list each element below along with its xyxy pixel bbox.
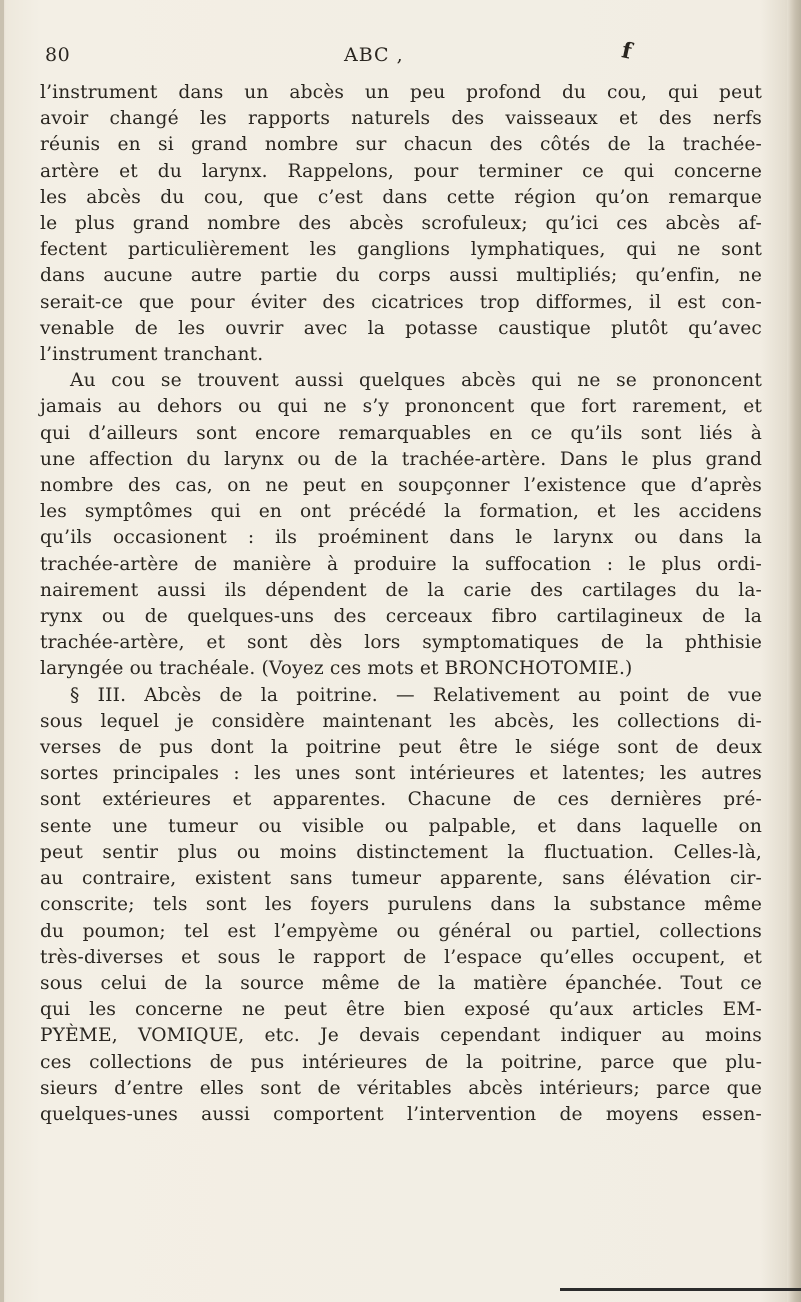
page-left-edge [0, 0, 4, 1302]
text-line: réunis en si grand nombre sur chacun des côtés de la trachée- [40, 134, 762, 156]
text-line: § III. Abcès de la poitrine. — Relativement au point de vue [70, 684, 762, 706]
text-line: les symptômes qui en ont précédé la formation, et les accidens [40, 501, 762, 523]
text-line: sous lequel je considère maintenant les abcès, les collections di- [40, 710, 762, 732]
bottom-edge-line [560, 1288, 801, 1291]
page-header [40, 37, 760, 78]
text-line: sous celui de la source même de la matière épanchée. Tout ce [40, 972, 762, 994]
text-line: trachée-artère de manière à produire la suffocation : le plus ordi- [40, 553, 762, 575]
header-mark: f [619, 37, 635, 65]
text-line: le plus grand nombre des abcès scrofuleux; qu’ici ces abcès af- [40, 213, 762, 235]
text-line: sont extérieures et apparentes. Chacune de ces dernières pré- [40, 789, 762, 811]
text-line: nombre des cas, on ne peut en soupçonner l’existence que d’après [40, 475, 762, 497]
text-line: venable de les ouvrir avec la potasse caustique plutôt qu’avec [40, 317, 762, 339]
text-line: l’instrument dans un abcès un peu profond du cou, qui peut [40, 82, 762, 103]
text-line: fectent particulièrement les ganglions lymphatiques, qui ne sont [40, 239, 762, 261]
text-line: une affection du larynx ou de la trachée-artère. Dans le plus grand [40, 448, 762, 470]
text-line: du poumon; tel est l’empyème ou général ou partiel, collections [40, 920, 762, 942]
body-text [40, 80, 762, 1128]
text-line: peut sentir plus ou moins distinctement la fluctuation. Celles-là, [40, 841, 762, 863]
text-line: sente une tumeur ou visible ou palpable, et dans laquelle on [40, 815, 762, 837]
text-line: qui les concerne ne peut être bien exposé qu’aux articles EM- [40, 999, 762, 1021]
text-line: quelques-unes aussi comportent l’intervention de moyens essen- [40, 1103, 762, 1125]
text-line: très-diverses et sous le rapport de l’espace qu’elles occupent, et [40, 946, 762, 968]
text-line: qu’ils occasionent : ils proéminent dans le larynx ou dans la [40, 527, 762, 549]
text-line: ces collections de pus intérieures de la poitrine, parce que plu- [40, 1051, 762, 1073]
text-line: dans aucune autre partie du corps aussi multipliés; qu’enfin, ne [40, 265, 762, 287]
text-line: laryngée ou trachéale. (Voyez ces mots et BRONCHOTOMIE.) [40, 658, 633, 680]
text-line: serait-ce que pour éviter des cicatrices trop difformes, il est con- [40, 291, 762, 313]
text-line: les abcès du cou, que c’est dans cette région qu’on remarque [40, 186, 762, 208]
text-line: nairement aussi ils dépendent de la carie des cartilages du la- [40, 579, 762, 601]
text-line: avoir changé les rapports naturels des vaisseaux et des nerfs [40, 108, 762, 130]
page-number: 80 [45, 44, 71, 66]
text-line: verses de pus dont la poitrine peut être le siége sont de deux [40, 737, 762, 759]
text-line: l’instrument tranchant. [40, 344, 264, 366]
running-title: ABC , [344, 44, 404, 66]
text-line: jamais au dehors ou qui ne s’y prononcent que fort rarement, et [40, 396, 762, 418]
text-line: conscrite; tels sont les foyers purulens dans la substance même [40, 894, 762, 916]
text-line: qui d’ailleurs sont encore remarquables en ce qu’ils sont liés à [40, 422, 762, 444]
text-line: trachée-artère, et sont dès lors symptomatiques de la phthisie [40, 632, 762, 654]
text-line: PYÈME, VOMIQUE, etc. Je devais cependant indiquer au moins [40, 1025, 762, 1047]
page-right-edge [787, 0, 801, 1302]
text-line: Au cou se trouvent aussi quelques abcès qui ne se prononcent [70, 370, 762, 392]
text-line: artère et du larynx. Rappelons, pour terminer ce qui concerne [40, 160, 762, 182]
text-line: sieurs d’entre elles sont de véritables abcès intérieurs; parce que [40, 1077, 762, 1099]
text-line: rynx ou de quelques-uns des cerceaux fibro cartilagineux de la [40, 606, 762, 628]
text-line: au contraire, existent sans tumeur apparente, sans élévation cir- [40, 868, 762, 890]
text-line: sortes principales : les unes sont intérieures et latentes; les autres [40, 763, 762, 785]
